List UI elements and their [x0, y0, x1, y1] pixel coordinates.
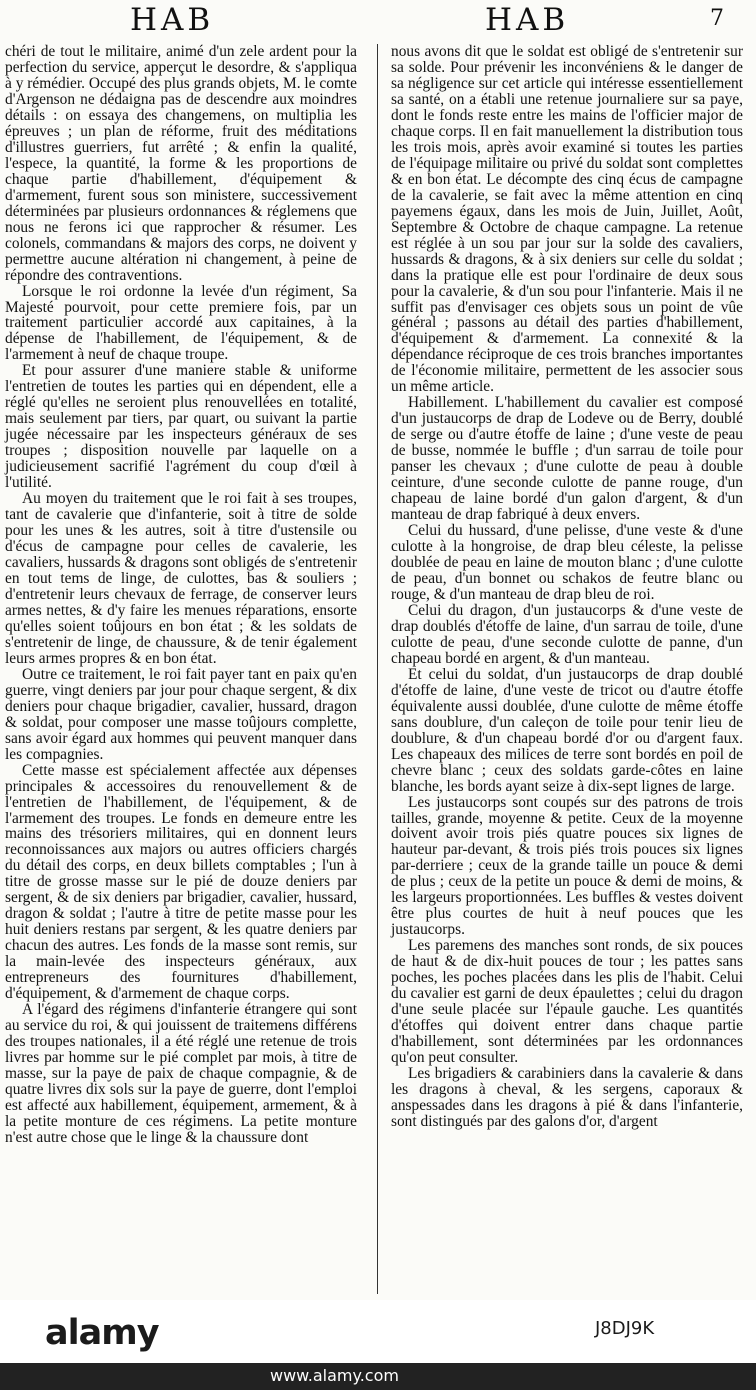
- column-divider: [377, 44, 378, 1294]
- left-column: [5, 44, 357, 1146]
- left-running-head: HAB: [130, 2, 215, 38]
- paragraph: Les paremens des manches sont ronds, de six pouces de haut & de dix-huit pouces de tour ; les pattes sans poches, les poches placées dans les plis de l'habit. Celui du cavalier est garni de deux épaulettes ; celui du dragon d'une seule placée sur l'épaule gauche. Les quantités d'étoffes qui doivent entrer dans chaque partie d'habillement, sont déterminées par les ordonnances qu'on peut consulter.: [391, 937, 743, 1067]
- paragraph: Et pour assurer d'une maniere stable & uniforme l'entretien de toutes les parties qui en dépendent, elle a réglé qu'elles ne seroient plus renouvellées en totalité, mais seulement par tiers, par quart, ou suivant la partie jugée nécessaire par les inspecteurs généraux de ses troupes ; disposition nouvelle par laquelle on a judicieusement sacrifié l'agrément du coup d'œil à l'utilité.: [5, 362, 357, 492]
- paragraph: Cette masse est spécialement affectée aux dépenses principales & accessoires du renouvellement & de l'entretien de l'habillement, de l'équipement, & de l'armement des troupes. Le fonds en demeure entre les mains des trésoriers militaires, qui en donnent leurs reconnoissances aux majors ou autres officiers chargés du détail des corps, en deux billets comptables ; l'un à titre de grosse masse sur le pié de douze deniers par sergent, & de six deniers par brigadier, cavalier, hussard, dragon & soldat ; l'autre à titre de petite masse pour les huit deniers restans par sergent, & les quatre deniers par chacun des autres. Les fonds de la masse sont remis, sur la main-levée des inspecteurs généraux, aux entrepreneurs des fournitures d'habillement, d'équipement, & d'armement de chaque corps.: [5, 761, 357, 1003]
- paragraph: Habillement. L'habillement du cavalier est composé d'un justaucorps de drap de Lodeve ou de Berry, doublé de serge ou d'autre étoffe de laine ; d'une veste de peau de busse, nommée le buffle ; d'un sarrau de toile pour panser les chevaux ; d'une culotte de peau à double ceinture, d'une seconde culotte de panne rouge, d'un chapeau de laine bordé d'un galon d'argent, & d'un manteau de drap fabriqué à deux envers.: [391, 394, 743, 524]
- alamy-logo: alamy: [45, 1313, 159, 1353]
- paragraph: Les justaucorps sont coupés sur des patrons de trois tailles, grande, moyenne & petite. Ceux de la moyenne doivent avoir trois piés quatre pouces six lignes de hauteur par-devant, & trois piés trois pouces six lignes par-derriere ; ceux de la grande taille un pouce & demi de plus ; ceux de la petite un pouce & demi de moins, & les largeurs proportionnées. Les buffles & vestes doivent être plus courtes de huit à neuf pouces que les justaucorps.: [391, 793, 743, 939]
- paragraph: Celui du dragon, d'un justaucorps & d'une veste de drap doublés d'étoffe de laine, d'un sarrau de toile, d'une culotte de peau, d'une seconde culotte de panne, d'un chapeau bordé en argent, & d'un manteau.: [391, 601, 743, 667]
- paragraph: chéri de tout le militaire, animé d'un zele ardent pour la perfection du service, apperçut le desordre, & s'appliqua à y rémédier. Occupé des plus grands objets, M. le comte d'Argenson ne dédaigna pas de descendre aux moindres détails : on essaya des changemens, on multiplia les épreuves ; un plan de réforme, fruit des méditations d'illustres guerriers, fut arrêté ; & enfin la qualité, l'espece, la quantité, la forme & les proportions de chaque partie d'habillement, d'équipement & d'armement, furent sous son ministere, successivement déterminées par plusieurs ordonnances & réglemens que nous ne ferons ici que rapprocher & résumer. Les colonels, commandans & majors des corps, ne doivent y permettre aucune altération ni changement, à peine de répondre des contraventions.: [5, 43, 357, 284]
- watermark-url: www.alamy.com: [270, 1366, 399, 1385]
- paragraph: Outre ce traitement, le roi fait payer tant en paix qu'en guerre, vingt deniers par jour pour chaque sergent, & dix deniers pour chaque brigadier, cavalier, hussard, dragon & soldat, pour composer une masse toûjours complette, sans avoir égard aux hommes qui peuvent manquer dans les compagnies.: [5, 665, 357, 763]
- paragraph: Lorsque le roi ordonne la levée d'un régiment, Sa Majesté pourvoit, pour cette premiere fois, par un traitement particulier accordé aux capitaines, à la dépense de l'habillement, de l'équipement, & de l'armement à neuf de chaque troupe.: [5, 282, 357, 364]
- paragraph: A l'égard des régimens d'infanterie étrangere qui sont au service du roi, & qui jouissent de traitemens différens des troupes nationales, il a été réglé une retenue de trois livres par homme sur le pié complet par mois, à titre de masse, sur la paye de paix de chaque compagnie, & de quatre livres dix sols sur la paye de guerre, dont l'emploi est affecté aux habillement, équipement, armement, & à la petite monture de ces régimens. La petite monture n'est autre chose que le linge & la chaussure dont: [5, 1001, 357, 1146]
- running-header: [0, 2, 756, 42]
- right-column: [391, 44, 743, 1130]
- paragraph: Celui du hussard, d'une pelisse, d'une veste & d'une culotte à la hongroise, de drap bleu céleste, la pelisse doublée de peau en laine de mouton blanc ; d'une culotte de peau, d'un bonnet ou schakos de feutre blanc ou rouge, & d'un manteau de drap bleu de roi.: [391, 522, 743, 603]
- right-running-head: HAB: [485, 2, 570, 38]
- paragraph: Et celui du soldat, d'un justaucorps de drap doublé d'étoffe de laine, d'une veste de tricot ou d'autre étoffe équivalente aussi doublée, d'une culotte de même étoffe sans doublure, d'un caleçon de toile pour tenir lieu de doublure, & d'un chapeau bordé d'or ou d'argent faux. Les chapeaux des milices de terre sont bordés en poil de chevre blanc ; ceux des soldats garde-côtes en laine blanche, les bords ayant seize à dix-sept lignes de large.: [391, 665, 743, 795]
- image-id: J8DJ9K: [595, 1318, 655, 1339]
- paragraph: Au moyen du traitement que le roi fait à ses troupes, tant de cavalerie que d'infanterie, soit à titre de solde pour les unes & les autres, soit à titre d'ustensile ou d'écus de campagne pour celles de cavalerie, les cavaliers, hussards & dragons sont obligés de s'entretenir en tout tems de linge, de culottes, bas & souliers ; d'entretenir leurs chevaux de ferrage, de conserver leurs armes nettes, & d'y faire les menues réparations, ensorte qu'elles soient toûjours en bon état ; & les soldats de s'entretenir de linge, de chaussure, & de tenir également leurs armes propres & en bon état.: [5, 490, 357, 667]
- page-number: 7: [710, 6, 724, 31]
- paragraph: nous avons dit que le soldat est obligé de s'entretenir sur sa solde. Pour prévenir les inconvéniens & le danger de sa négligence sur cet article qui intéresse essentiellement sa santé, on a établi une retenue journaliere sur sa paye, dont le fonds reste entre les mains de l'officier major de chaque corps. Il en fait manuellement la distribution tous les trois mois, après avoir examiné si toutes les parties de l'équipage militaire ou privé du soldat sont complettes & en bon état. Le décompte des cinq écus de campagne de la cavalerie, se fait avec la même attention en cinq payemens égaux, dans les mois de Juin, Juillet, Août, Septembre & Octobre de chaque campagne. La retenue est réglée à un sou par jour sur la solde des cavaliers, hussards & dragons, & à six deniers sur celle du soldat ; dans la pratique elle est pour l'ordinaire de deux sous pour la cavalerie, & d'un sou pour l'infanterie. Mais il ne suffit pas d'envisager ces objets sous un point de vûe général ; passons au détail des parties d'habillement, d'équipement & d'armement. La connexité & la dépendance réciproque de ces trois branches importantes de l'économie militaire, permettent de les associer sous un même article.: [391, 43, 743, 396]
- paragraph: Les brigadiers & carabiniers dans la cavalerie & dans les dragons à cheval, & les sergens, caporaux & anspessades dans les dragons à pié & dans l'infanterie, sont distingués par des galons d'or, d'argent: [391, 1065, 743, 1130]
